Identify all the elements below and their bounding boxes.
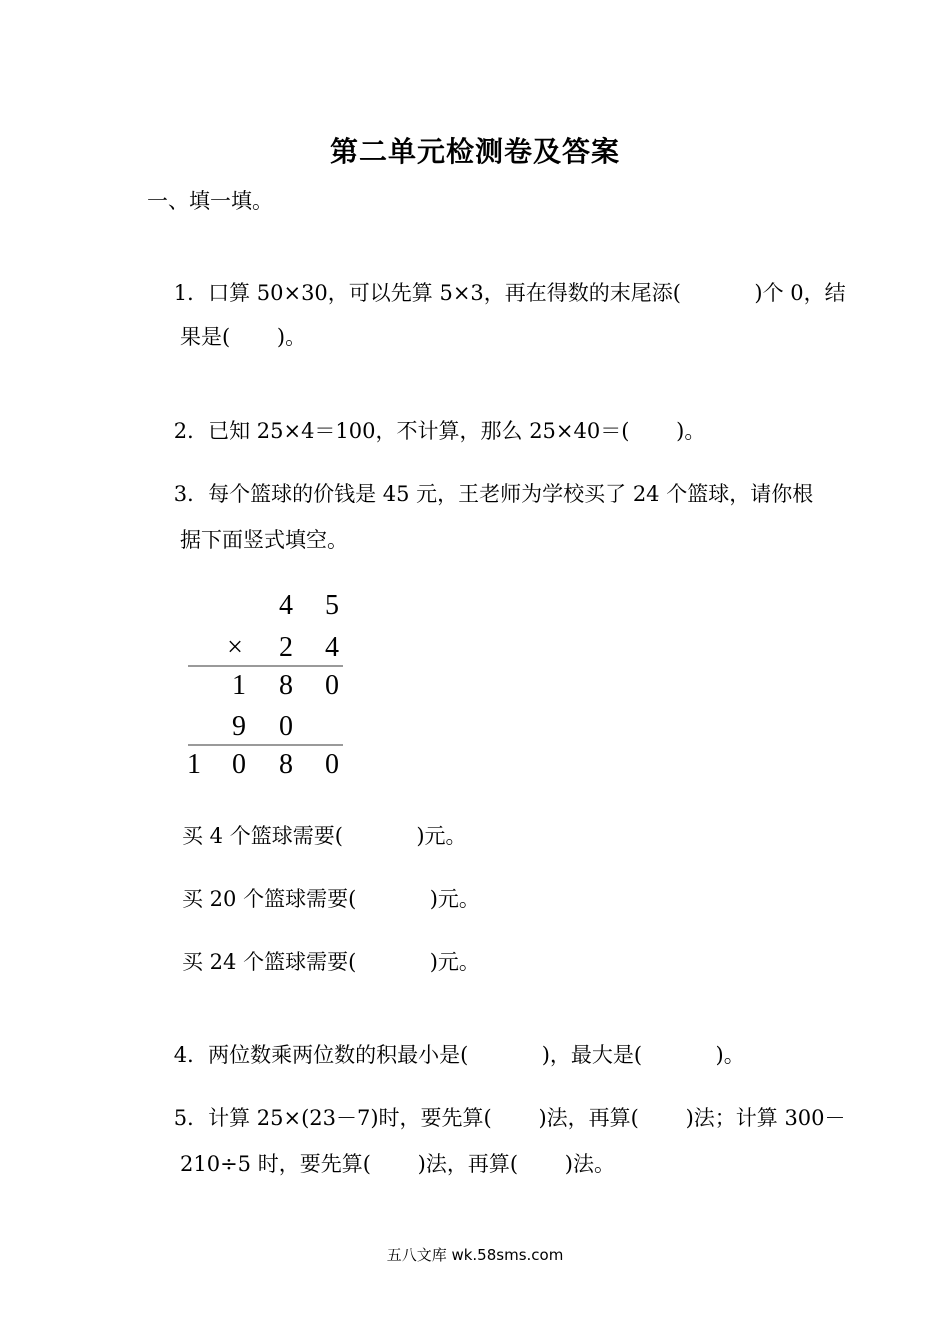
digit: 8 xyxy=(279,670,293,701)
question-3-sub-2: 买 20 个篮球需要( )元。 xyxy=(182,887,480,911)
question-5-continued: 210÷5 时，要先算( )法，再算( )法。 xyxy=(180,1152,615,1176)
question-text: 两位数乘两位数的积最小是( )，最大是( )。 xyxy=(208,1043,745,1067)
digit: 0 xyxy=(279,711,293,742)
question-text: 口算 50×30，可以先算 5×3，再在得数的末尾添( )个 0，结 xyxy=(208,281,846,305)
digit: 0 xyxy=(325,749,339,780)
question-text: 每个篮球的价钱是 45 元，王老师为学校买了 24 个篮球，请你根 xyxy=(208,482,814,506)
question-3-sub-1: 买 4 个篮球需要( )元。 xyxy=(182,824,467,848)
digit: 2 xyxy=(279,632,293,663)
digit: 9 xyxy=(232,711,246,742)
vertical-multiplication xyxy=(185,588,345,788)
digit: 4 xyxy=(279,590,293,621)
digit: 1 xyxy=(232,670,246,701)
question-1-continued: 果是( )。 xyxy=(180,325,307,349)
page-title: 第二单元检测卷及答案 xyxy=(329,135,620,168)
digit: 4 xyxy=(325,632,339,663)
question-3-continued: 据下面竖式填空。 xyxy=(180,528,348,552)
question-text: 计算 25×(23－7)时，要先算( )法，再算( )法；计算 300－ xyxy=(208,1106,846,1130)
section-heading: 一、填一填。 xyxy=(147,189,273,213)
question-number: 3． xyxy=(173,482,209,506)
divider-line xyxy=(188,665,343,667)
question-number: 2． xyxy=(173,419,209,443)
multiply-sign: × xyxy=(227,632,243,663)
digit: 1 xyxy=(187,749,201,780)
digit: 0 xyxy=(232,749,246,780)
question-3-sub-3: 买 24 个篮球需要( )元。 xyxy=(182,950,480,974)
question-number: 1． xyxy=(173,281,209,305)
divider-line xyxy=(188,744,343,746)
question-number: 4． xyxy=(173,1043,209,1067)
digit: 8 xyxy=(279,749,293,780)
footer-watermark: 五八文库 wk.58sms.com xyxy=(386,1246,564,1264)
digit: 5 xyxy=(325,590,339,621)
question-number: 5． xyxy=(173,1106,209,1130)
question-text: 已知 25×4＝100，不计算，那么 25×40＝( )。 xyxy=(208,419,706,443)
digit: 0 xyxy=(325,670,339,701)
